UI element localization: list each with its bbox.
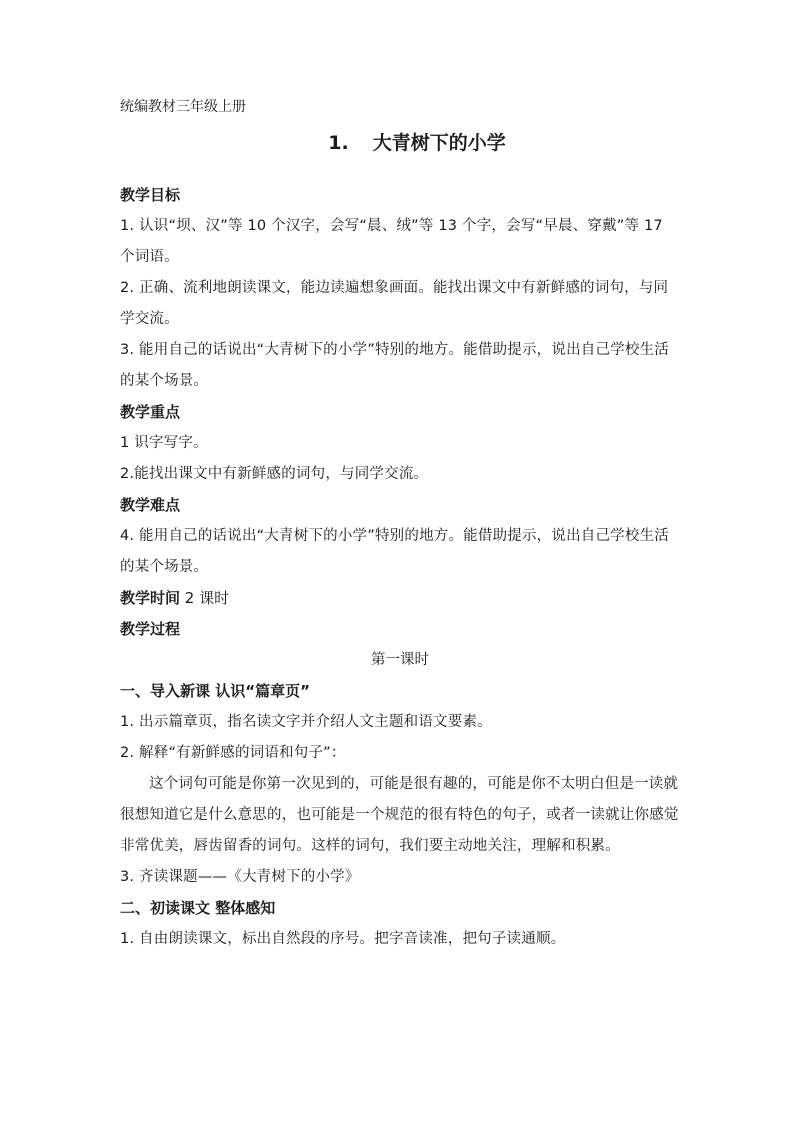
lesson-title xyxy=(120,126,680,160)
document-content xyxy=(120,96,680,955)
section-heading: 一、导入新课 认识“篇章页” xyxy=(120,682,310,700)
difficulty-item: 4. 能用自己的话说出“大青树下的小学”特别的地方。能借助提示，说出自己学校生活的某个场景。 xyxy=(120,528,669,575)
section-item: 1. 自由朗读课文，标出自然段的序号。把字音读准，把句子读通顺。 xyxy=(120,931,566,947)
session-title: 第一课时 xyxy=(371,652,429,668)
difficulties-heading: 教学难点 xyxy=(120,496,181,514)
process-heading: 教学过程 xyxy=(120,620,181,638)
section-item: 2. 解释“有新鲜感的词语和句子”： xyxy=(120,745,346,761)
teaching-time-value: 2 课时 xyxy=(180,589,230,607)
subject-label: 统编教材三年级上册 xyxy=(120,99,246,115)
section-item: 1. 出示篇章页，指名读文字并介绍人文主题和语文要素。 xyxy=(120,714,492,730)
key-point-item: 2.能找出课文中有新鲜感的词句，与同学交流。 xyxy=(120,466,429,482)
goals-heading: 教学目标 xyxy=(120,186,181,204)
teaching-time-heading: 教学时间 xyxy=(120,589,181,607)
lesson-title-text: 大青树下的小学 xyxy=(372,132,506,154)
lesson-number: 1. xyxy=(328,132,349,154)
key-points-heading: 教学重点 xyxy=(120,403,181,421)
teaching-time xyxy=(120,583,680,614)
section-item: 3. 齐读课题——《大青树下的小学》 xyxy=(120,869,360,885)
section-heading: 二、初读课文 整体感知 xyxy=(120,899,276,917)
explanation-paragraph: 这个词句可能是你第一次见到的，可能是很有趣的，可能是你不太明白但是一读就很想知道它是什么意思的，也可能是一个规范的很有特色的句子，或者一读就让你感觉非常优美，唇齿留香的词句。这样的词句，我们要主动地关注，理解和积累。 xyxy=(120,776,679,854)
goal-item: 3. 能用自己的话说出“大青树下的小学”特别的地方。能借助提示，说出自己学校生活的某个场景。 xyxy=(120,342,669,389)
goal-item: 2. 正确、流利地朗读课文，能边读遍想象画面。能找出课文中有新鲜感的词句，与同学交流。 xyxy=(120,280,669,327)
key-point-item: 1 识字写字。 xyxy=(120,435,208,451)
goal-item: 1. 认识“坝、汉”等 10 个汉字，会写“晨、绒”等 13 个字，会写“早晨、穿戴”等 17 个词语。 xyxy=(120,218,663,265)
